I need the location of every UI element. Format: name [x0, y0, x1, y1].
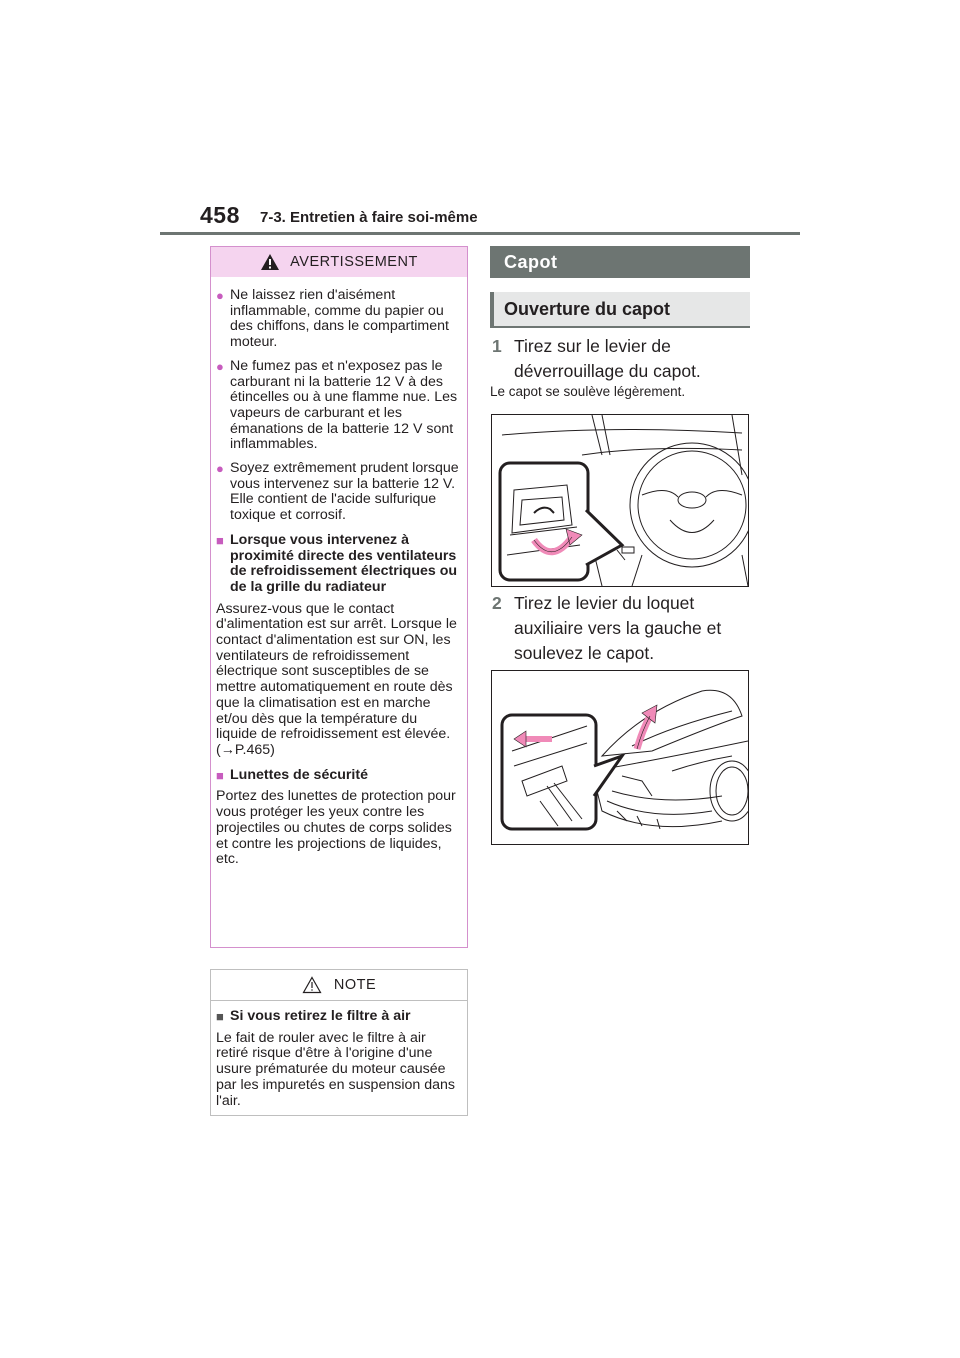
warning-bullet-1: ● Ne laissez rien d'aisément inflammable, comme du papier ou des chiffons, dans le compartiment moteur.	[216, 287, 449, 351]
auxiliary-latch-illustration	[491, 670, 749, 845]
page-number: 458	[200, 202, 240, 228]
warning-section-glasses-title: ■ Lunettes de sécurité	[216, 766, 368, 783]
step-number: 1	[492, 336, 502, 356]
note-title: NOTE	[333, 977, 377, 993]
step-1	[490, 334, 752, 384]
warning-section-fans-text: Assurez-vous que le contact d'alimentation est sur arrêt. Lorsque le contact d'alimentation est sur ON, les ventilateurs de refroidissement électrique sont susceptibles de se mettre automatiquement en route dès que la climatisation est en marche et/ou dès que la température du liquide de refroidissement est élevée. (→P.465)	[216, 600, 457, 758]
square-bullet-icon: ■	[216, 1009, 224, 1024]
warning-box	[210, 246, 468, 948]
warning-section-glasses-text: Portez des lunettes de protection pour vous protéger les yeux contre les projectiles ou chutes de corps solides et contre les projections de liquides, etc.	[216, 788, 456, 868]
warning-triangle-icon	[260, 253, 280, 271]
page-reference[interactable]: (→P.465)	[216, 741, 275, 758]
note-box	[210, 969, 468, 1116]
square-bullet-icon: ■	[216, 532, 224, 548]
bullet-dot-icon: ●	[216, 288, 224, 303]
note-header	[211, 970, 467, 1001]
auxiliary-latch-drawing	[492, 671, 748, 844]
section-title-capot: Capot	[490, 246, 750, 278]
note-section-text: Le fait de rouler avec le filtre à air retiré risque d'être à l'origine d'une usure prématurée du moteur causée par les impuretés en suspension dans l'air.	[216, 1029, 455, 1109]
warning-header	[211, 247, 467, 277]
section-heading: 7-3. Entretien à faire soi-même	[260, 209, 478, 226]
hood-release-lever-drawing	[492, 415, 748, 586]
bullet-dot-icon: ●	[216, 461, 224, 477]
warning-bullet-3: ● Soyez extrêmement prudent lorsque vous intervenez sur la batterie 12 V. Elle contient de l'acide sulfurique toxique et corrosif.	[216, 460, 459, 524]
warning-section-fans-title: ■ Lorsque vous intervenez à proximité directe des ventilateurs de refroidissement électriques ou de la grille du radiateur	[216, 531, 458, 595]
step-2	[490, 591, 752, 666]
warning-title: AVERTISSEMENT	[290, 254, 418, 270]
subsection-title: Ouverture du capot	[490, 292, 750, 328]
bullet-dot-icon: ●	[216, 358, 224, 374]
header-rule	[160, 232, 800, 235]
caution-triangle-icon	[302, 976, 322, 994]
note-section-title: ■ Si vous retirez le filtre à air	[216, 1008, 411, 1024]
step-number: 2	[492, 593, 502, 613]
warning-bullet-2: ● Ne fumez pas et n'exposez pas le carburant ni la batterie 12 V à des étincelles ou à une flamme nue. Les vapeurs de carburant et les émanations de la batterie 12 V sont inflammables.	[216, 357, 458, 453]
square-bullet-icon: ■	[216, 767, 224, 783]
step-text: Tirez sur le levier de déverrouillage du capot.	[514, 336, 701, 381]
step-1-caption: Le capot se soulève légèrement.	[490, 384, 686, 399]
hood-release-lever-illustration	[491, 414, 749, 587]
step-text: Tirez le levier du loquet auxiliaire vers la gauche et soulevez le capot.	[514, 593, 722, 663]
